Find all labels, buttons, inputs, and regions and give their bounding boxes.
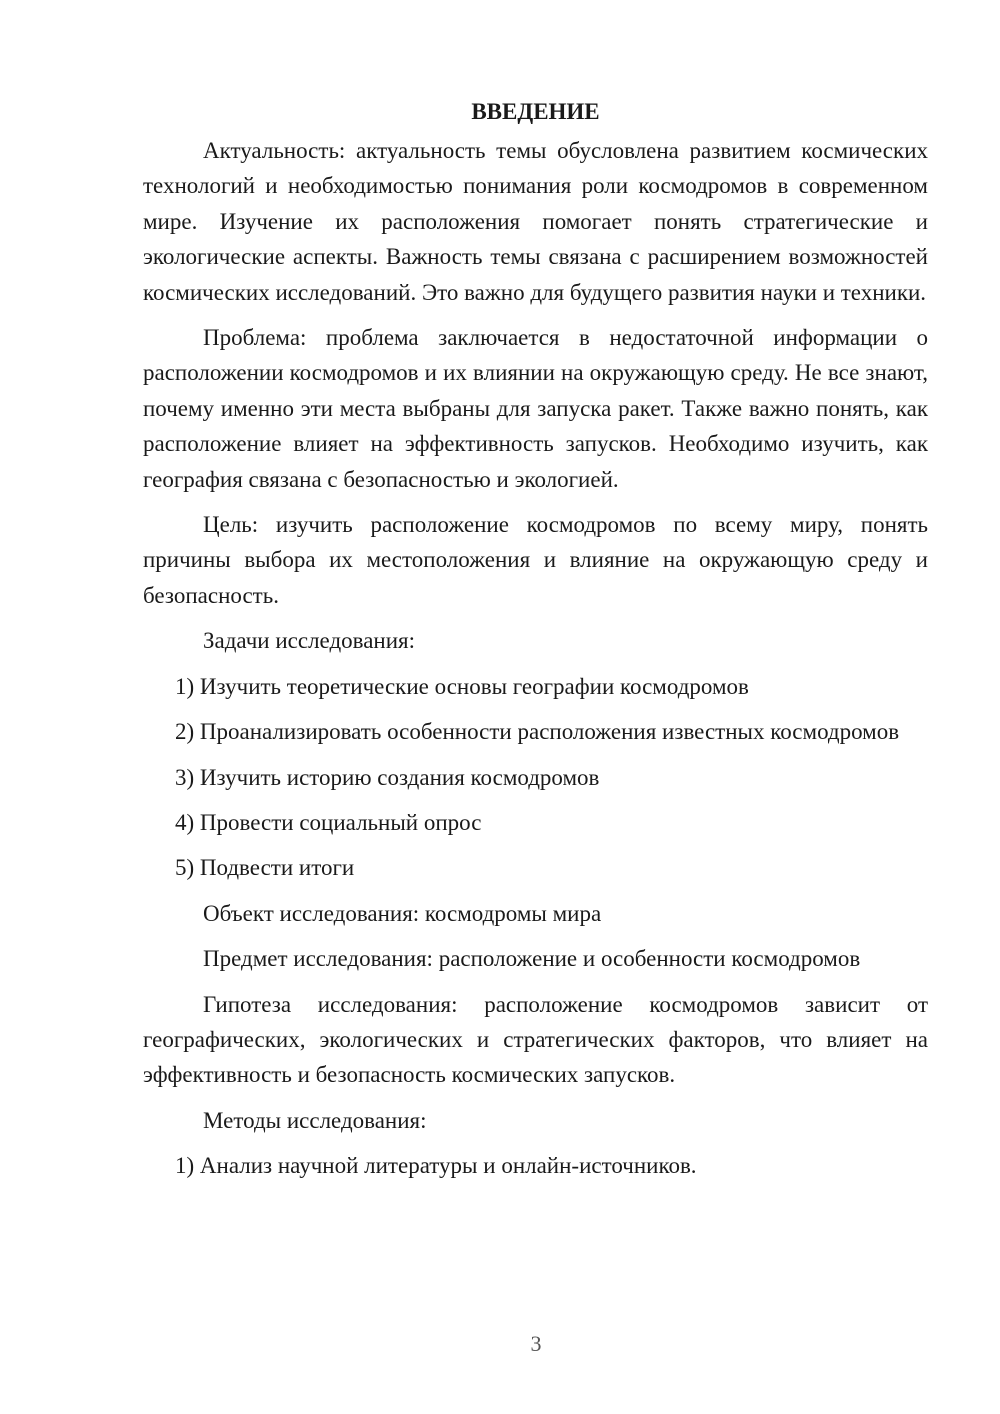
object-paragraph: Объект исследования: космодромы мира [203, 900, 602, 926]
relevance-paragraph: Актуальность: актуальность темы обусловлена развитием космических технологий и необходимостью понимания роли космодромов в современном мире. Изучение их расположения помогает понять стратегические и экологические аспекты. Важность темы связана с расширением возможностей космических исследований. Это важно для будущего развития науки и техники. [143, 138, 928, 305]
subject-paragraph: Предмет исследования: расположение и особенности космодромов [203, 946, 861, 972]
page-content [143, 94, 928, 1194]
task-item: 3) Изучить историю создания космодромов [175, 764, 600, 790]
method-item: 1) Анализ научной литературы и онлайн-источников. [175, 1153, 697, 1179]
page-number: 3 [530, 1331, 542, 1356]
task-item: 1) Изучить теоретические основы географии космодромов [175, 673, 749, 699]
hypothesis-paragraph: Гипотеза исследования: расположение космодромов зависит от географических, экологических и стратегических факторов, что влияет на эффективность и безопасность космических запусков. [143, 991, 928, 1088]
task-item: 5) Подвести итоги [175, 855, 355, 881]
task-item: 2) Проанализировать особенности расположения известных космодромов [175, 719, 900, 745]
methods-heading: Методы исследования: [203, 1107, 427, 1133]
task-item: 4) Провести социальный опрос [175, 809, 482, 835]
problem-paragraph: Проблема: проблема заключается в недостаточной информации о расположении космодромов и их влиянии на окружающую среду. Не все знают, почему именно эти места выбраны для запуска ракет. Также важно понять, как расположение влияет на эффективность запусков. Необходимо изучить, как география связана с безопасностью и экологией. [143, 325, 928, 492]
tasks-heading: Задачи исследования: [203, 628, 416, 654]
goal-paragraph: Цель: изучить расположение космодромов по всему миру, понять причины выбора их местоположения и влияние на окружающую среду и безопасность. [143, 512, 928, 608]
section-title: ВВЕДЕНИЕ [471, 99, 600, 124]
